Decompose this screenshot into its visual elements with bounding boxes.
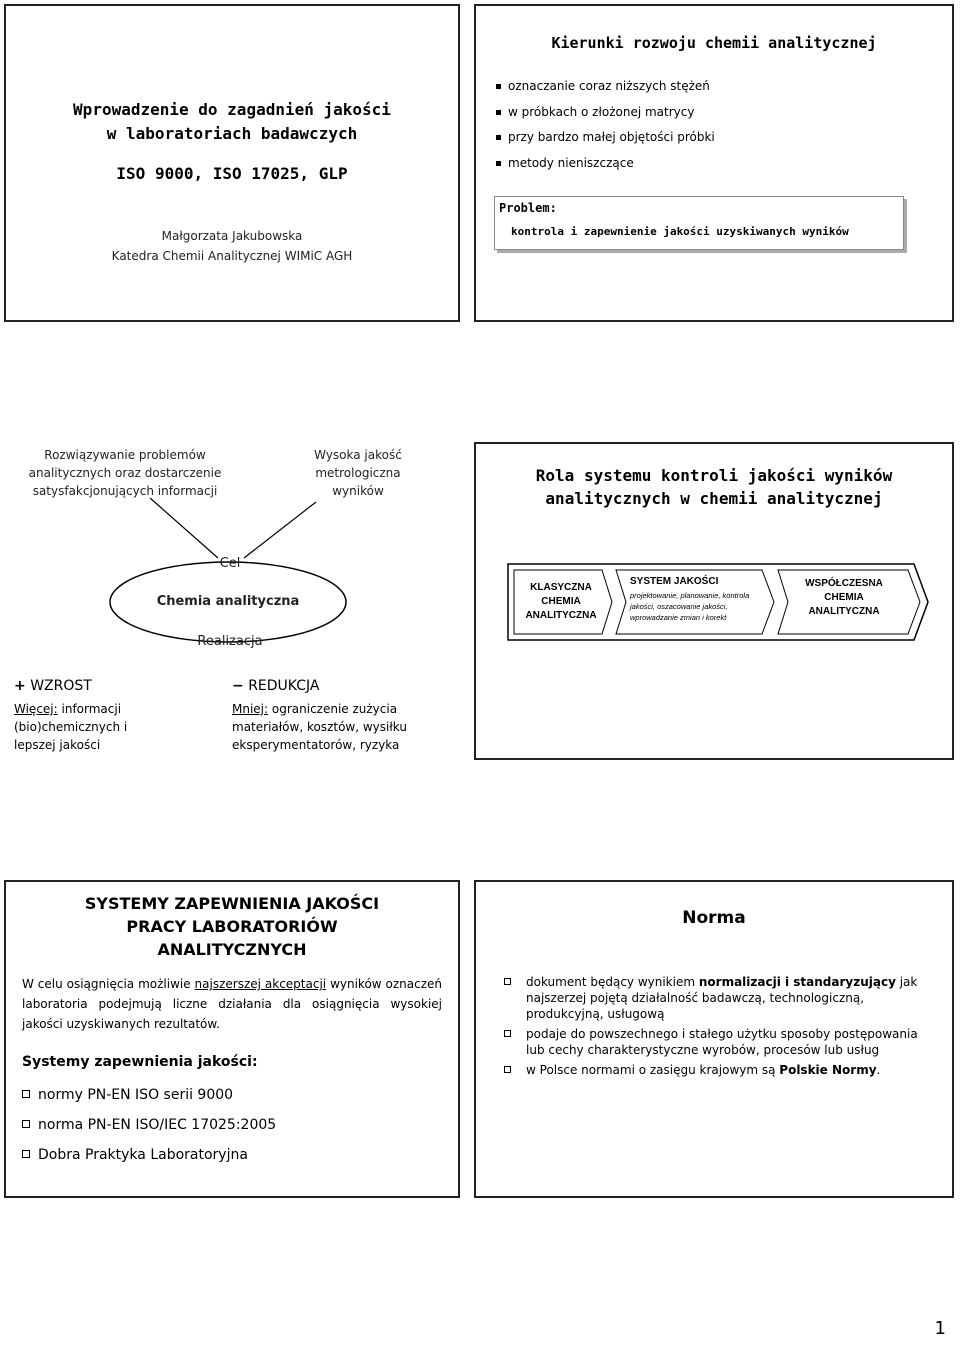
intro-paragraph: W celu osiągnięcia możliwie najszerszej akceptacji wyników oznaczeń laboratoria podejmują liczne działania dla osiągnięcia wysokiej jakości uzyskiwanych rezultatów. (22, 977, 443, 1031)
norm-list (500, 974, 940, 1082)
slide-norm (474, 880, 954, 1198)
connector-left (150, 498, 218, 558)
list-item: dokument będący wynikiem normalizacji i standaryzujący jak najszerzej pojętą działalność badawczą, technologiczną, produkcyjną, usługową (500, 974, 940, 1022)
list-item: w Polsce normami o zasięgu krajowym są Polskie Normy. (500, 1062, 940, 1078)
growth-text: Więcej: informacji (bio)chemicznych i lepszej jakości (14, 702, 128, 752)
list-item: w próbkach o złożonej matrycy (494, 100, 715, 126)
problem-text: kontrola i zapewnienie jakości uzyskiwanych wyników (511, 225, 849, 238)
realization-label: Realizacja (197, 634, 263, 649)
slide-heading: Kierunki rozwoju chemii analitycznej (551, 34, 877, 52)
classic-line: CHEMIA (541, 596, 581, 607)
trend-list (494, 74, 715, 176)
plus-symbol: + (14, 678, 26, 694)
system-line: wprowadzanie zmian i korekt (630, 613, 727, 622)
system-line: jakości, oszacowanie jakości, (630, 602, 728, 611)
list-item: podaje do powszechnego i stałego użytku sposoby postępowania lub cechy charakterystyczne wyrobów, procesów lub usług (500, 1026, 940, 1058)
list-item: przy bardzo małej objętości próbki (494, 125, 715, 151)
classic-line: ANALITYCZNA (525, 610, 597, 621)
slide-heading: Rola systemu kontroli jakości wyników analitycznych w chemii analitycznej (535, 466, 893, 508)
minus-symbol: − (232, 678, 244, 694)
modern-line: CHEMIA (824, 592, 864, 603)
list-item: Dobra Praktyka Laboratoryjna (22, 1140, 276, 1170)
author-name: Małgorzata Jakubowska (161, 229, 303, 243)
classic-line: KLASYCZNA (530, 582, 592, 593)
goal-left-text: Rozwiązywanie problemów analitycznych oraz dostarczenie satysfakcjonujących informacji (28, 448, 222, 498)
problem-box (494, 196, 904, 250)
author-block (6, 226, 458, 266)
system-line: projektowanie, planowanie, kontrola (630, 591, 750, 600)
page-number: 1 (934, 1318, 946, 1339)
slide-heading: Norma (682, 908, 746, 928)
reduction-text: Mniej: ograniczenie zużycia materiałów, kosztów, wysiłku eksperymentatorów, ryzyka (232, 702, 407, 752)
presentation-title: Wprowadzenie do zagadnień jakości w laboratoriach badawczych (73, 100, 391, 143)
list-item: norma PN-EN ISO/IEC 17025:2005 (22, 1110, 276, 1140)
connector-right (244, 502, 316, 558)
systems-list (22, 1080, 276, 1170)
goal-label: Cel (219, 556, 241, 571)
affiliation: Katedra Chemii Analitycznej WIMiC AGH (111, 249, 353, 263)
problem-label: Problem: (499, 201, 557, 215)
slide-goal-diagram (0, 442, 470, 772)
slide-quality-systems (4, 880, 460, 1198)
goal-right-text: Wysoka jakość metrologiczna wyników (314, 448, 402, 498)
slide-heading: SYSTEMY ZAPEWNIENIA JAKOŚCI PRACY LABORATORIÓW ANALITYCZNYCH (84, 894, 380, 959)
systems-heading: Systemy zapewnienia jakości: (22, 1054, 258, 1070)
list-item: metody nieniszczące (494, 151, 715, 177)
list-item: normy PN-EN ISO serii 9000 (22, 1080, 276, 1110)
reduction-heading: − REDUKCJA (232, 678, 320, 694)
modern-line: ANALITYCZNA (808, 606, 880, 617)
slide-quality-role (474, 442, 954, 760)
presentation-subtitle: ISO 9000, ISO 17025, GLP (116, 164, 348, 183)
slide-title (4, 4, 460, 322)
modern-line: WSPÓŁCZESNA (805, 578, 883, 589)
list-item: oznaczanie coraz niższych stężeń (494, 74, 715, 100)
evolution-arrow-diagram (506, 562, 930, 642)
slide-trends (474, 4, 954, 322)
chemistry-label: Chemia analityczna (156, 594, 300, 609)
growth-heading: + WZROST (14, 678, 92, 694)
system-title: SYSTEM JAKOŚCI (630, 576, 719, 587)
